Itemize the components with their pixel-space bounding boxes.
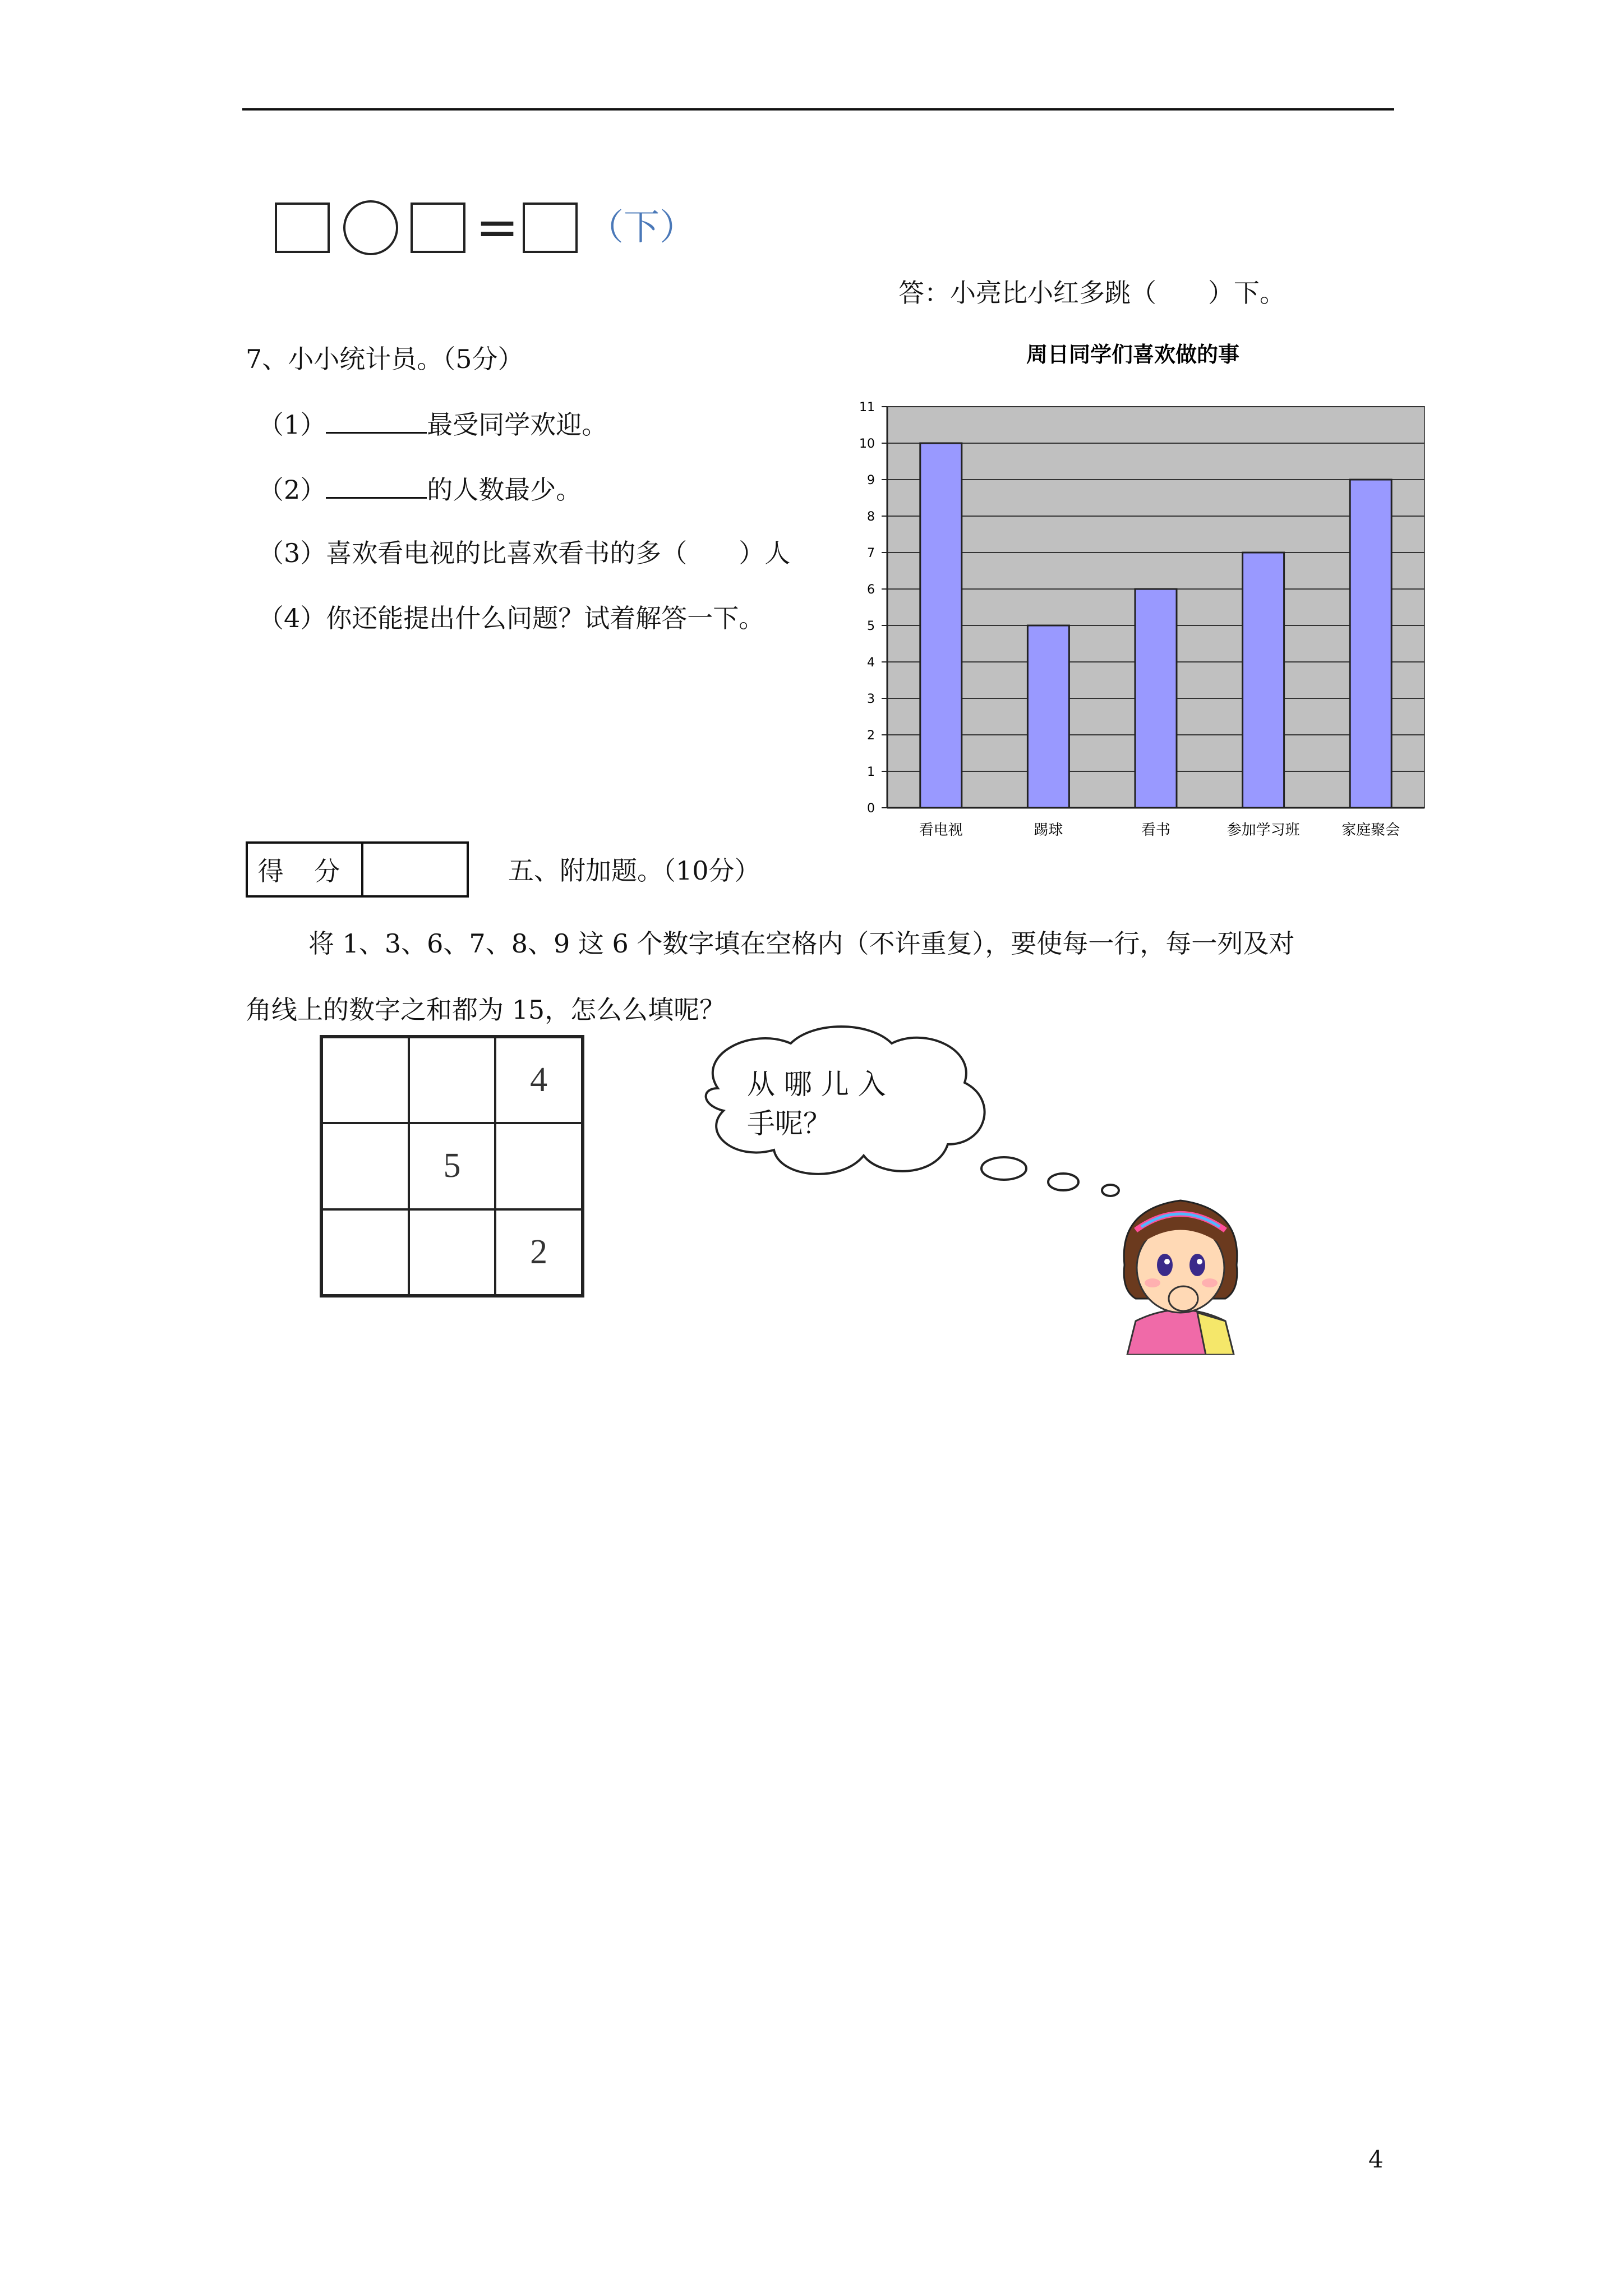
grid-cell[interactable]: 4 — [495, 1037, 582, 1123]
equals-sign: = — [476, 197, 519, 257]
y-tick-label: 3 — [867, 692, 875, 706]
bar — [1135, 589, 1177, 808]
q7-item-1-prefix: （1） — [258, 409, 326, 440]
grid-cell[interactable] — [322, 1123, 409, 1209]
grid-cell[interactable] — [409, 1209, 496, 1295]
girl-eye-highlight — [1164, 1259, 1170, 1264]
x-category-label: 家庭聚会 — [1341, 822, 1400, 839]
q7-item-4: （4）你还能提出什么问题？试着解答一下。 — [258, 603, 765, 633]
chart-title: 周日同学们喜欢做的事 — [1026, 342, 1240, 367]
magic-square-grid — [320, 1035, 584, 1297]
thought-bubble — [684, 1021, 1133, 1234]
girl-cheek — [1145, 1278, 1160, 1287]
x-category-label: 看电视 — [919, 822, 963, 839]
y-tick-label: 10 — [859, 437, 875, 451]
top-rule — [242, 108, 1394, 111]
grid-cell[interactable] — [495, 1123, 582, 1209]
operator-circle[interactable] — [343, 200, 398, 255]
bubble-text-line1: 从 哪 儿 入 — [747, 1068, 886, 1101]
bar — [1027, 625, 1069, 808]
fill-blank[interactable] — [326, 407, 427, 434]
q7-item-1-suffix: 最受同学欢迎。 — [427, 409, 608, 440]
grid-cell[interactable]: 2 — [495, 1209, 582, 1295]
q7-item-2-prefix: （2） — [258, 475, 326, 505]
grid-cell[interactable] — [322, 1209, 409, 1295]
grid-cell[interactable] — [409, 1037, 496, 1123]
girl-right-eye — [1189, 1254, 1205, 1276]
thinking-girl-illustration — [1113, 1186, 1248, 1355]
unit-label: （下） — [588, 207, 695, 249]
y-tick-label: 6 — [867, 583, 875, 597]
bar — [1350, 480, 1391, 808]
section5-title: 五、附加题。（10分） — [508, 855, 760, 886]
bar — [920, 443, 962, 808]
grid-cell[interactable] — [322, 1037, 409, 1123]
girl-cheek — [1202, 1278, 1218, 1287]
section5-line2: 角线上的数字之和都为 15，怎么么填呢？ — [246, 995, 726, 1025]
q7-item-2-suffix: 的人数最少。 — [427, 475, 582, 505]
bubble-text-line2: 手呢？ — [747, 1107, 831, 1140]
x-category-label: 踢球 — [1034, 822, 1063, 839]
fill-blank[interactable] — [326, 472, 427, 499]
q7-item-3: （3）喜欢看电视的比喜欢看书的多（ ）人 — [258, 538, 791, 568]
score-label: 得 分 — [248, 844, 363, 895]
x-category-label: 参加学习班 — [1227, 822, 1300, 839]
bubble-dot-large — [981, 1157, 1026, 1180]
score-field[interactable] — [363, 844, 467, 895]
answer-box[interactable] — [523, 203, 578, 253]
girl-hand — [1169, 1286, 1198, 1311]
y-tick-label: 0 — [867, 802, 875, 816]
y-tick-label: 1 — [867, 765, 875, 779]
q7-item-1 — [258, 407, 607, 441]
answer-box[interactable] — [411, 203, 465, 253]
bar-chart — [830, 337, 1436, 841]
y-tick-label: 8 — [867, 510, 875, 524]
answer-line: 答：小亮比小红多跳（ ）下。 — [898, 278, 1285, 308]
page-number: 4 — [1368, 2146, 1384, 2173]
y-tick-label: 11 — [859, 401, 875, 415]
section5-line1: 将 1、3、6、7、8、9 这 6 个数字填在空格内（不许重复），要使每一行，每一列及对 — [308, 928, 1295, 959]
q7-item-2 — [258, 472, 582, 507]
x-category-label: 看书 — [1141, 822, 1171, 839]
bar — [1243, 553, 1284, 808]
bubble-dot-medium — [1048, 1174, 1078, 1190]
girl-left-eye — [1157, 1254, 1173, 1276]
y-tick-label: 9 — [867, 473, 875, 487]
q7-title: 7、小小统计员。（5分） — [246, 344, 524, 374]
y-tick-label: 5 — [867, 619, 875, 633]
y-tick-label: 7 — [867, 546, 875, 560]
y-tick-label: 2 — [867, 729, 875, 743]
score-box — [246, 841, 469, 898]
grid-cell[interactable]: 5 — [409, 1123, 496, 1209]
girl-eye-highlight — [1197, 1259, 1202, 1264]
x-axis-labels — [919, 822, 1400, 839]
y-tick-label: 4 — [867, 656, 875, 670]
answer-box[interactable] — [275, 203, 330, 253]
